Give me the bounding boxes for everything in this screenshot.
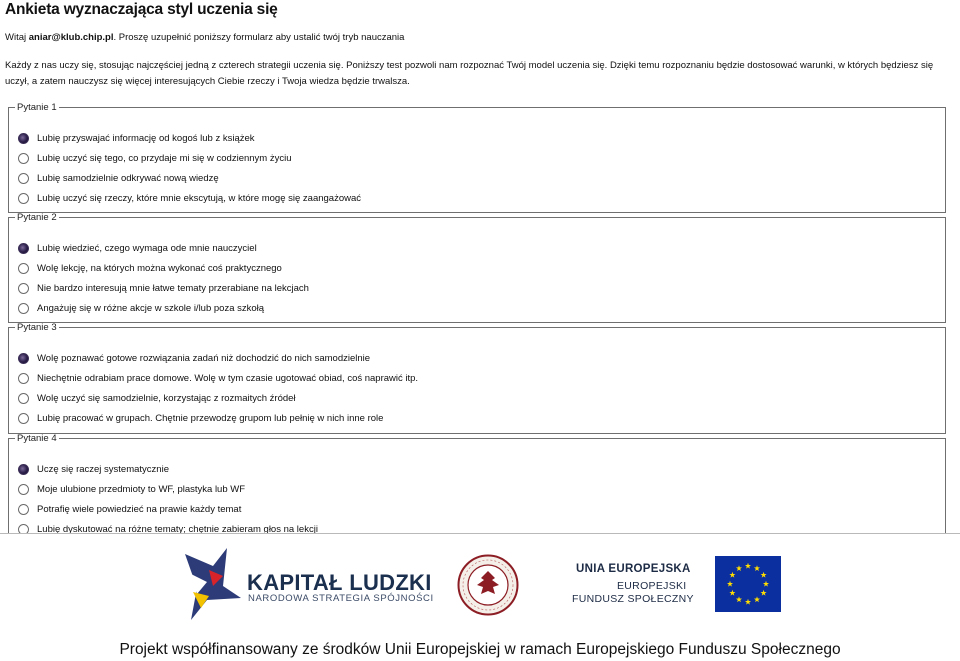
question-4-option-4[interactable] [18, 522, 318, 533]
option-label: Lubię dyskutować na różne tematy; chętnie zabieram głos na lekcji [37, 523, 318, 533]
greeting-suffix: . Proszę uzupełnić poniższy formularz aby ustalić twój tryb nauczania [113, 32, 405, 43]
option-label: Uczę się raczej systematycznie [37, 463, 169, 475]
option-label: Potrafię wiele powiedzieć na prawie każdy temat [37, 503, 242, 515]
eu-flag-icon [715, 556, 781, 612]
question-4-option-2[interactable] [18, 482, 245, 496]
eu-fund-line1: EUROPEJSKI [617, 580, 687, 592]
radio-button[interactable] [18, 193, 29, 204]
question-2-option-2[interactable] [18, 261, 282, 275]
question-2-option-1[interactable] [18, 241, 257, 255]
greeting-prefix: Witaj [5, 32, 29, 43]
page-title: Ankieta wyznaczająca styl uczenia się [5, 1, 278, 18]
option-label: Wolę lekcję, na których można wykonać coś praktycznego [37, 262, 282, 274]
radio-button[interactable] [18, 504, 29, 515]
radio-button[interactable] [18, 413, 29, 424]
radio-button[interactable] [18, 283, 29, 294]
question-3-option-3[interactable] [18, 391, 296, 405]
footer-text: Projekt współfinansowany ze środków Unii Europejskiej w ramach Europejskiego Funduszu Społecznego [119, 641, 841, 658]
question-2-option-4[interactable] [18, 301, 264, 315]
radio-button[interactable] [18, 464, 29, 475]
question-4-legend: Pytanie 4 [17, 433, 57, 444]
radio-button[interactable] [18, 393, 29, 404]
question-1-option-1[interactable] [18, 131, 255, 145]
question-3-option-2[interactable] [18, 371, 418, 385]
option-label: Niechętnie odrabiam prace domowe. Wolę w tym czasie ugotować obiad, coś naprawić itp. [37, 372, 419, 384]
question-4-option-3[interactable] [18, 502, 241, 516]
radio-button[interactable] [18, 524, 29, 534]
question-4-fieldset [8, 433, 946, 533]
question-3-fieldset [8, 322, 946, 434]
question-1-fieldset [8, 102, 946, 213]
radio-button[interactable] [18, 484, 29, 495]
radio-button[interactable] [18, 353, 29, 364]
question-4-option-1[interactable] [18, 462, 169, 476]
option-label: Lubię pracować w grupach. Chętnie przewodzę grupom lub pełnię w nich inne role [37, 412, 384, 424]
question-1-option-4[interactable] [18, 191, 361, 205]
question-2-option-3[interactable] [18, 281, 309, 295]
radio-button[interactable] [18, 243, 29, 254]
question-1-option-3[interactable] [18, 171, 219, 185]
radio-button[interactable] [18, 133, 29, 144]
question-1-legend: Pytanie 1 [17, 102, 57, 113]
intro-text: Każdy z nas uczy się, stosując najczęściej jedną z czterech strategii uczenia się. Poniższy test pozwoli nam rozpoznać Twój model uczenia się. Dzięki temu rozpoznaniu będzie dostosować warunki, w których będziesz się uczył, a zatem nauczysz się więcej interesujących Ciebie rzeczy i Twoja wiedza będzie trwalsza. [5, 60, 934, 87]
kapital-ludzki-logo-icon [183, 546, 243, 622]
kapital-ludzki-subtitle: NARODOWA STRATEGIA SPÓJNOŚCI [248, 593, 434, 604]
option-label: Lubię samodzielnie odkrywać nową wiedzę [37, 172, 219, 184]
option-label: Wolę poznawać gotowe rozwiązania zadań niż dochodzić do nich samodzielnie [37, 352, 371, 364]
radio-button[interactable] [18, 263, 29, 274]
greeting-user: aniar@klub.chip.pl [28, 32, 114, 43]
university-seal-icon [457, 554, 519, 616]
greeting [5, 32, 404, 43]
option-label: Nie bardzo interesują mnie łatwe tematy przerabiane na lekcjach [37, 282, 309, 294]
eu-fund-line2: FUNDUSZ SPOŁECZNY [572, 593, 694, 605]
question-2-legend: Pytanie 2 [17, 212, 57, 223]
option-label: Lubię uczyć się rzeczy, które mnie ekscytują, w które mogę się zaangażować [37, 192, 362, 204]
question-2-fieldset [8, 212, 946, 323]
option-label: Moje ulubione przedmioty to WF, plastyka lub WF [37, 483, 246, 495]
option-label: Wolę uczyć się samodzielnie, korzystając z rozmaitych źródeł [37, 392, 296, 404]
radio-button[interactable] [18, 173, 29, 184]
kapital-ludzki-name: KAPITAŁ LUDZKI [247, 570, 432, 595]
option-label: Angażuję się w różne akcje w szkole i/lub poza szkołą [37, 302, 265, 314]
question-3-legend: Pytanie 3 [17, 322, 57, 333]
option-label: Lubię wiedzieć, czego wymaga ode mnie nauczyciel [37, 242, 257, 254]
question-3-option-4[interactable] [18, 411, 383, 425]
radio-button[interactable] [18, 303, 29, 314]
question-3-option-1[interactable] [18, 351, 370, 365]
radio-button[interactable] [18, 153, 29, 164]
radio-button[interactable] [18, 373, 29, 384]
question-1-option-2[interactable] [18, 151, 292, 165]
option-label: Lubię uczyć się tego, co przydaje mi się w codziennym życiu [37, 152, 292, 164]
option-label: Lubię przyswajać informację od kogoś lub z książek [37, 132, 255, 144]
eu-title: UNIA EUROPEJSKA [576, 563, 691, 575]
